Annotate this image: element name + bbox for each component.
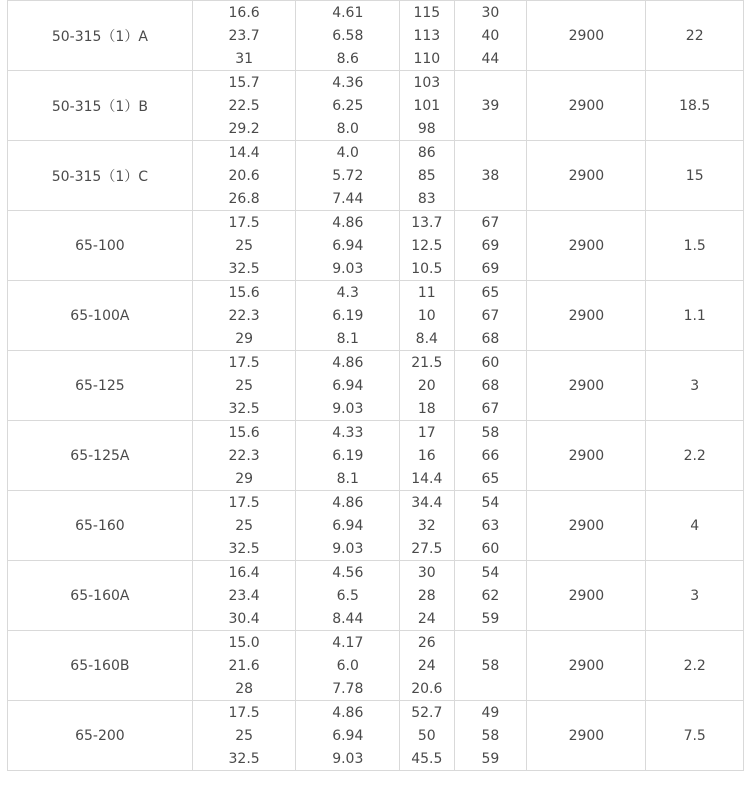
power-cell: 22 [646,1,744,71]
speed-cell: 2900 [527,211,646,281]
flow-m3h-cell: 22.3 [192,444,296,467]
efficiency-cell: 67 [454,304,527,327]
model-cell: 65-160B [8,631,193,701]
flow-m3h-cell: 32.5 [192,257,296,281]
flow-ls-cell: 4.0 [296,141,400,165]
power-cell: 15 [646,141,744,211]
flow-ls-cell: 8.6 [296,47,400,71]
head-cell: 21.5 [400,351,454,375]
speed-cell: 2900 [527,351,646,421]
speed-cell: 2900 [527,701,646,771]
model-cell: 65-200 [8,701,193,771]
efficiency-cell: 44 [454,47,527,71]
flow-ls-cell: 4.56 [296,561,400,585]
flow-m3h-cell: 28 [192,677,296,701]
flow-m3h-cell: 14.4 [192,141,296,165]
head-cell: 85 [400,164,454,187]
efficiency-cell: 39 [454,71,527,141]
head-cell: 32 [400,514,454,537]
efficiency-cell: 62 [454,584,527,607]
efficiency-cell: 54 [454,491,527,515]
flow-ls-cell: 4.33 [296,421,400,445]
efficiency-cell: 66 [454,444,527,467]
efficiency-cell: 59 [454,607,527,631]
flow-m3h-cell: 25 [192,514,296,537]
head-cell: 30 [400,561,454,585]
flow-m3h-cell: 15.6 [192,421,296,445]
flow-ls-cell: 9.03 [296,257,400,281]
flow-m3h-cell: 26.8 [192,187,296,211]
speed-cell: 2900 [527,421,646,491]
head-cell: 16 [400,444,454,467]
flow-m3h-cell: 21.6 [192,654,296,677]
table-row [8,351,744,375]
flow-m3h-cell: 16.4 [192,561,296,585]
flow-m3h-cell: 31 [192,47,296,71]
flow-m3h-cell: 22.5 [192,94,296,117]
model-cell: 50-315（1）C [8,141,193,211]
pump-spec-table [7,0,744,771]
speed-cell: 2900 [527,281,646,351]
flow-ls-cell: 4.3 [296,281,400,305]
flow-ls-cell: 4.86 [296,701,400,725]
power-cell: 18.5 [646,71,744,141]
flow-m3h-cell: 15.0 [192,631,296,655]
table-row [8,701,744,725]
speed-cell: 2900 [527,491,646,561]
head-cell: 45.5 [400,747,454,771]
flow-m3h-cell: 30.4 [192,607,296,631]
efficiency-cell: 68 [454,327,527,351]
flow-m3h-cell: 20.6 [192,164,296,187]
head-cell: 10.5 [400,257,454,281]
flow-ls-cell: 4.61 [296,1,400,25]
head-cell: 98 [400,117,454,141]
table-row [8,281,744,305]
flow-m3h-cell: 25 [192,374,296,397]
head-cell: 83 [400,187,454,211]
flow-ls-cell: 8.0 [296,117,400,141]
table-row [8,211,744,235]
power-cell: 1.5 [646,211,744,281]
speed-cell: 2900 [527,1,646,71]
table-row [8,491,744,515]
head-cell: 18 [400,397,454,421]
flow-ls-cell: 6.19 [296,304,400,327]
efficiency-cell: 38 [454,141,527,211]
speed-cell: 2900 [527,141,646,211]
speed-cell: 2900 [527,631,646,701]
flow-ls-cell: 8.1 [296,327,400,351]
head-cell: 86 [400,141,454,165]
efficiency-cell: 67 [454,211,527,235]
flow-m3h-cell: 29.2 [192,117,296,141]
efficiency-cell: 67 [454,397,527,421]
table-row [8,71,744,95]
model-cell: 50-315（1）A [8,1,193,71]
speed-cell: 2900 [527,71,646,141]
head-cell: 12.5 [400,234,454,257]
head-cell: 11 [400,281,454,305]
model-cell: 65-160A [8,561,193,631]
flow-m3h-cell: 15.7 [192,71,296,95]
flow-m3h-cell: 25 [192,724,296,747]
head-cell: 50 [400,724,454,747]
flow-ls-cell: 6.58 [296,24,400,47]
flow-ls-cell: 9.03 [296,397,400,421]
head-cell: 20.6 [400,677,454,701]
flow-m3h-cell: 29 [192,467,296,491]
efficiency-cell: 59 [454,747,527,771]
head-cell: 101 [400,94,454,117]
efficiency-cell: 30 [454,1,527,25]
flow-m3h-cell: 32.5 [192,397,296,421]
power-cell: 1.1 [646,281,744,351]
efficiency-cell: 68 [454,374,527,397]
flow-ls-cell: 6.94 [296,724,400,747]
head-cell: 8.4 [400,327,454,351]
power-cell: 2.2 [646,631,744,701]
flow-ls-cell: 8.44 [296,607,400,631]
flow-ls-cell: 4.86 [296,351,400,375]
power-cell: 2.2 [646,421,744,491]
flow-ls-cell: 6.94 [296,374,400,397]
speed-cell: 2900 [527,561,646,631]
table-row [8,141,744,165]
flow-ls-cell: 6.25 [296,94,400,117]
power-cell: 3 [646,351,744,421]
head-cell: 115 [400,1,454,25]
head-cell: 28 [400,584,454,607]
flow-m3h-cell: 23.4 [192,584,296,607]
model-cell: 65-125A [8,421,193,491]
efficiency-cell: 65 [454,281,527,305]
table-body [8,1,744,771]
efficiency-cell: 49 [454,701,527,725]
flow-m3h-cell: 32.5 [192,537,296,561]
flow-ls-cell: 6.94 [296,234,400,257]
flow-m3h-cell: 23.7 [192,24,296,47]
head-cell: 10 [400,304,454,327]
efficiency-cell: 69 [454,257,527,281]
model-cell: 50-315（1）B [8,71,193,141]
flow-ls-cell: 4.36 [296,71,400,95]
model-cell: 65-100 [8,211,193,281]
flow-m3h-cell: 15.6 [192,281,296,305]
efficiency-cell: 65 [454,467,527,491]
flow-m3h-cell: 17.5 [192,211,296,235]
head-cell: 20 [400,374,454,397]
flow-ls-cell: 7.44 [296,187,400,211]
flow-m3h-cell: 29 [192,327,296,351]
flow-ls-cell: 6.5 [296,584,400,607]
head-cell: 17 [400,421,454,445]
flow-m3h-cell: 32.5 [192,747,296,771]
flow-ls-cell: 6.0 [296,654,400,677]
efficiency-cell: 63 [454,514,527,537]
power-cell: 3 [646,561,744,631]
efficiency-cell: 58 [454,724,527,747]
table-row [8,561,744,585]
flow-ls-cell: 5.72 [296,164,400,187]
efficiency-cell: 58 [454,421,527,445]
table-row [8,1,744,25]
head-cell: 52.7 [400,701,454,725]
model-cell: 65-125 [8,351,193,421]
flow-m3h-cell: 17.5 [192,491,296,515]
head-cell: 103 [400,71,454,95]
table-row [8,631,744,655]
flow-ls-cell: 9.03 [296,537,400,561]
flow-ls-cell: 7.78 [296,677,400,701]
flow-ls-cell: 4.86 [296,211,400,235]
efficiency-cell: 58 [454,631,527,701]
head-cell: 24 [400,654,454,677]
model-cell: 65-160 [8,491,193,561]
power-cell: 7.5 [646,701,744,771]
head-cell: 110 [400,47,454,71]
flow-ls-cell: 6.19 [296,444,400,467]
flow-ls-cell: 8.1 [296,467,400,491]
table-row [8,421,744,445]
flow-ls-cell: 4.17 [296,631,400,655]
flow-ls-cell: 9.03 [296,747,400,771]
efficiency-cell: 40 [454,24,527,47]
head-cell: 34.4 [400,491,454,515]
head-cell: 27.5 [400,537,454,561]
head-cell: 24 [400,607,454,631]
head-cell: 26 [400,631,454,655]
head-cell: 13.7 [400,211,454,235]
efficiency-cell: 54 [454,561,527,585]
flow-m3h-cell: 16.6 [192,1,296,25]
efficiency-cell: 60 [454,537,527,561]
flow-ls-cell: 6.94 [296,514,400,537]
power-cell: 4 [646,491,744,561]
flow-m3h-cell: 17.5 [192,701,296,725]
model-cell: 65-100A [8,281,193,351]
head-cell: 113 [400,24,454,47]
head-cell: 14.4 [400,467,454,491]
flow-m3h-cell: 22.3 [192,304,296,327]
efficiency-cell: 60 [454,351,527,375]
efficiency-cell: 69 [454,234,527,257]
flow-ls-cell: 4.86 [296,491,400,515]
flow-m3h-cell: 25 [192,234,296,257]
flow-m3h-cell: 17.5 [192,351,296,375]
